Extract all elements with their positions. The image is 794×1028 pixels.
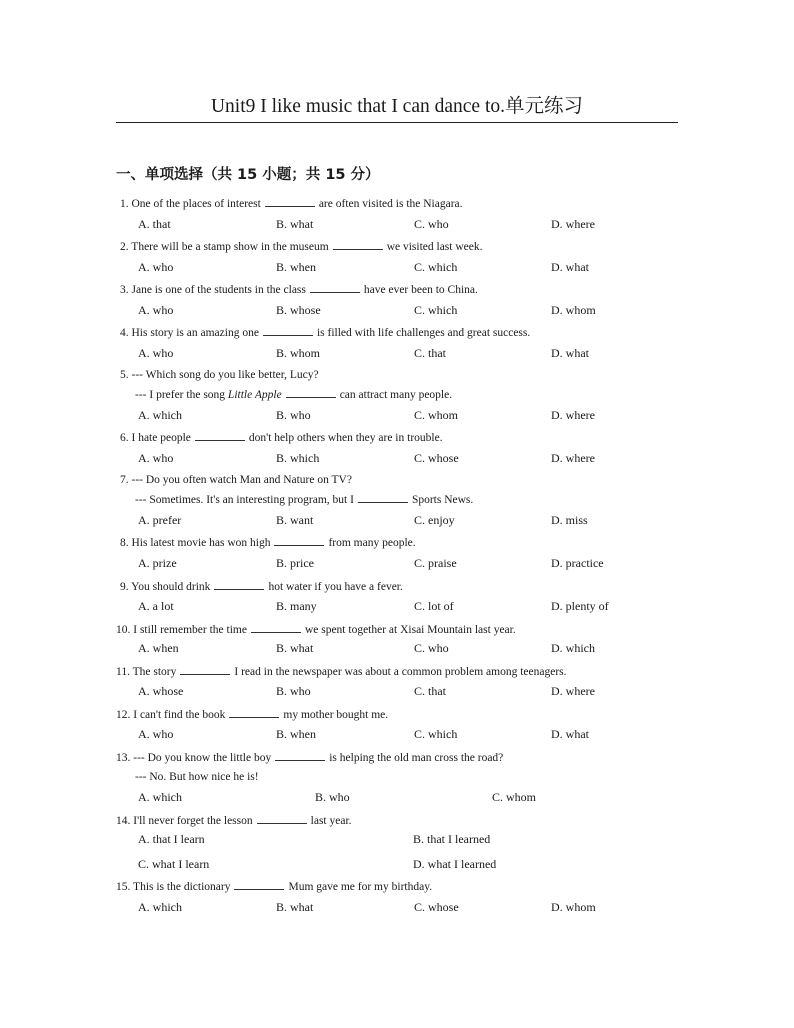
question-number: 6. <box>120 432 129 444</box>
question-10-option-d: D. which <box>551 641 595 655</box>
question-7-stem-line-2: --- Sometimes. It's an interesting program, but I Sports News. <box>135 494 474 506</box>
question-15-stem: 15. This is the dictionary Mum gave me for my birthday. <box>116 881 433 893</box>
question-1-option-d: D. where <box>551 217 595 231</box>
question-8-option-b: B. price <box>276 556 314 570</box>
question-7-option-b: B. want <box>276 513 314 527</box>
question-4-option-d: D. what <box>551 346 589 360</box>
question-13-option-b: B. who <box>315 790 350 804</box>
question-2-option-b: B. when <box>276 260 316 274</box>
question-12-option-b: B. when <box>276 727 316 741</box>
question-14-option-a: A. that I learn <box>138 832 205 846</box>
question-2-option-c: C. which <box>414 260 458 274</box>
answer-blank <box>265 196 315 207</box>
answer-blank <box>180 664 230 675</box>
answer-blank <box>214 579 264 590</box>
question-7-option-c: C. enjoy <box>414 513 455 527</box>
title-divider <box>116 122 678 123</box>
question-number: 10. <box>116 624 131 636</box>
question-2-option-a: A. who <box>138 260 174 274</box>
question-number: 13. <box>116 752 131 764</box>
question-10-option-a: A. when <box>138 641 179 655</box>
question-7-option-d: D. miss <box>551 513 588 527</box>
question-14-option-c: C. what I learn <box>138 857 210 871</box>
question-9-stem: 9. You should drink hot water if you have a fever. <box>120 581 403 593</box>
question-3-stem: 3. Jane is one of the students in the class have ever been to China. <box>120 284 478 296</box>
question-1-option-a: A. that <box>138 217 171 231</box>
question-4-option-b: B. whom <box>276 346 321 360</box>
question-12-stem: 12. I can't find the book my mother bought me. <box>116 709 389 721</box>
question-number: 9. <box>120 581 129 593</box>
question-13-stem-line-2: --- No. But how nice he is! <box>135 771 259 783</box>
question-number: 5. <box>120 369 129 381</box>
question-5-option-b: B. who <box>276 408 311 422</box>
question-6-option-b: B. which <box>276 451 320 465</box>
question-number: 12. <box>116 709 131 721</box>
question-number: 2. <box>120 241 129 253</box>
question-8-option-c: C. praise <box>414 556 457 570</box>
question-number: 1. <box>120 198 129 210</box>
answer-blank <box>286 387 336 398</box>
question-11-option-c: C. that <box>414 684 446 698</box>
question-6-option-d: D. where <box>551 451 595 465</box>
question-5-stem: 5. --- Which song do you like better, Lucy? <box>120 369 319 381</box>
answer-blank <box>195 430 245 441</box>
answer-blank <box>275 750 325 761</box>
question-number: 3. <box>120 284 129 296</box>
question-5-stem-line-2: --- I prefer the song Little Apple can attract many people. <box>135 389 453 401</box>
section-heading: 一、单项选择（共 15 小题；共 15 分） <box>116 167 380 183</box>
question-13-option-a: A. which <box>138 790 182 804</box>
question-7-option-a: A. prefer <box>138 513 182 527</box>
answer-blank <box>310 282 360 293</box>
question-3-option-c: C. which <box>414 303 458 317</box>
question-12-option-a: A. who <box>138 727 174 741</box>
answer-blank <box>333 239 383 250</box>
answer-blank <box>274 535 324 546</box>
question-3-option-b: B. whose <box>276 303 321 317</box>
question-8-stem: 8. His latest movie has won high from many people. <box>120 537 416 549</box>
question-5-option-c: C. whom <box>414 408 459 422</box>
question-8-option-d: D. practice <box>551 556 604 570</box>
song-title: Little Apple <box>227 389 282 401</box>
question-5-option-a: A. which <box>138 408 182 422</box>
question-2-option-d: D. what <box>551 260 589 274</box>
question-9-option-a: A. a lot <box>138 599 174 613</box>
answer-blank <box>358 492 408 503</box>
question-1-option-c: C. who <box>414 217 449 231</box>
answer-blank <box>263 325 313 336</box>
page-title: Unit9 I like music that I can dance to.单元练习 <box>210 96 584 117</box>
question-9-option-c: C. lot of <box>414 599 454 613</box>
question-number: 14. <box>116 815 131 827</box>
question-4-stem: 4. His story is an amazing one is filled with life challenges and great success. <box>120 327 531 339</box>
question-7-stem: 7. --- Do you often watch Man and Nature on TV? <box>120 474 352 486</box>
question-8-option-a: A. prize <box>138 556 177 570</box>
question-11-option-a: A. whose <box>138 684 184 698</box>
question-12-option-c: C. which <box>414 727 458 741</box>
question-15-option-a: A. which <box>138 900 182 914</box>
question-15-option-c: C. whose <box>414 900 459 914</box>
question-5-option-d: D. where <box>551 408 595 422</box>
question-number: 8. <box>120 537 129 549</box>
answer-blank <box>229 707 279 718</box>
answer-blank <box>251 622 301 633</box>
question-6-option-c: C. whose <box>414 451 459 465</box>
question-13-option-c: C. whom <box>492 790 537 804</box>
question-13-stem: 13. --- Do you know the little boy is helping the old man cross the road? <box>116 752 504 764</box>
question-11-option-b: B. who <box>276 684 311 698</box>
question-11-option-d: D. where <box>551 684 595 698</box>
question-10-option-c: C. who <box>414 641 449 655</box>
answer-blank <box>234 879 284 890</box>
question-15-option-b: B. what <box>276 900 314 914</box>
question-4-option-c: C. that <box>414 346 446 360</box>
question-14-option-d: D. what I learned <box>413 857 497 871</box>
question-number: 11. <box>116 666 130 678</box>
question-1-stem: 1. One of the places of interest are often visited is the Niagara. <box>120 198 463 210</box>
question-9-option-d: D. plenty of <box>551 599 609 613</box>
question-6-stem: 6. I hate people don't help others when they are in trouble. <box>120 432 443 444</box>
question-11-stem: 11. The story I read in the newspaper was about a common problem among teenagers. <box>116 666 567 678</box>
question-2-stem: 2. There will be a stamp show in the museum we visited last week. <box>120 241 483 253</box>
question-9-option-b: B. many <box>276 599 317 613</box>
question-number: 7. <box>120 474 129 486</box>
answer-blank <box>257 813 307 824</box>
question-3-option-d: D. whom <box>551 303 596 317</box>
question-12-option-d: D. what <box>551 727 589 741</box>
question-10-stem: 10. I still remember the time we spent together at Xisai Mountain last year. <box>116 624 516 636</box>
question-number: 4. <box>120 327 129 339</box>
question-6-option-a: A. who <box>138 451 174 465</box>
question-1-option-b: B. what <box>276 217 314 231</box>
question-4-option-a: A. who <box>138 346 174 360</box>
question-3-option-a: A. who <box>138 303 174 317</box>
question-14-stem: 14. I'll never forget the lesson last year. <box>116 815 352 827</box>
question-15-option-d: D. whom <box>551 900 596 914</box>
question-10-option-b: B. what <box>276 641 314 655</box>
question-number: 15. <box>116 881 131 893</box>
question-14-option-b: B. that I learned <box>413 832 491 846</box>
